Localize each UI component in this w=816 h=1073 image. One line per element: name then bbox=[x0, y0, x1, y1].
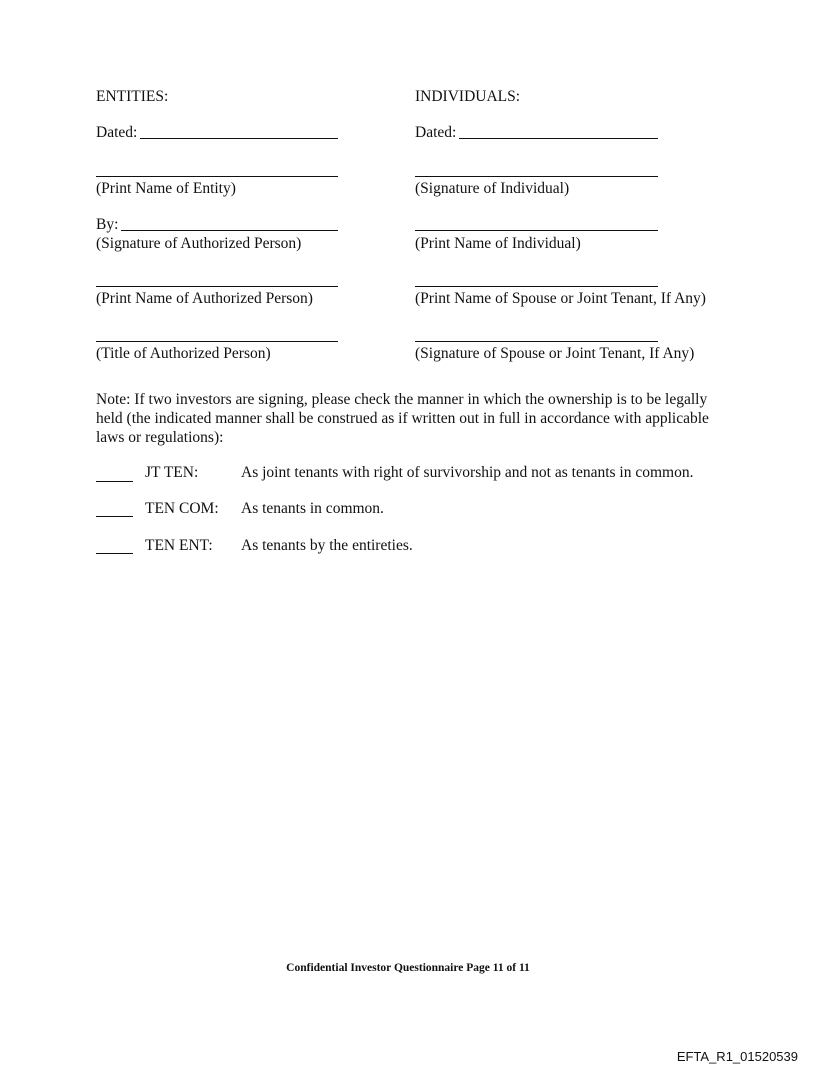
entities-dated-label: Dated: bbox=[96, 124, 138, 141]
document-id-stamp: EFTA_R1_01520539 bbox=[676, 1049, 798, 1064]
jt-ten-check-blank[interactable] bbox=[96, 481, 133, 482]
ownership-note: Note: If two investors are signing, please check the manner in which the ownership is to be legally held (the indicated manner shall be construed as if written out in full in accordance with applicable laws or regulations): bbox=[96, 391, 709, 446]
entity-name-line[interactable] bbox=[96, 176, 338, 177]
entities-dated-line[interactable] bbox=[140, 138, 338, 139]
ten-ent-check-blank[interactable] bbox=[96, 553, 133, 554]
authorized-signature-line[interactable] bbox=[121, 230, 338, 231]
individual-signature-line[interactable] bbox=[415, 176, 658, 177]
ten-ent-description: As tenants by the entireties. bbox=[241, 537, 413, 554]
print-name-entity-label: (Print Name of Entity) bbox=[96, 180, 236, 197]
individuals-heading: INDIVIDUALS: bbox=[415, 88, 521, 105]
title-authorized-label: (Title of Authorized Person) bbox=[96, 345, 271, 362]
signature-individual-label: (Signature of Individual) bbox=[415, 180, 570, 197]
jt-ten-description: As joint tenants with right of survivorship and not as tenants in common. bbox=[241, 464, 694, 481]
individual-name-line[interactable] bbox=[415, 230, 658, 231]
spouse-signature-line[interactable] bbox=[415, 341, 658, 342]
ten-ent-code: TEN ENT: bbox=[145, 537, 213, 554]
individuals-dated-label: Dated: bbox=[415, 124, 457, 141]
page-footer: Confidential Investor Questionnaire Page 11 of 11 bbox=[286, 962, 530, 974]
ten-com-code: TEN COM: bbox=[145, 500, 219, 517]
authorized-title-line[interactable] bbox=[96, 341, 338, 342]
print-name-spouse-label: (Print Name of Spouse or Joint Tenant, If Any) bbox=[415, 290, 706, 307]
signature-spouse-label: (Signature of Spouse or Joint Tenant, If Any) bbox=[415, 345, 695, 362]
ten-com-check-blank[interactable] bbox=[96, 516, 133, 517]
spouse-name-line[interactable] bbox=[415, 286, 658, 287]
authorized-name-line[interactable] bbox=[96, 286, 338, 287]
jt-ten-code: JT TEN: bbox=[145, 464, 199, 481]
by-label: By: bbox=[96, 216, 119, 233]
ten-com-description: As tenants in common. bbox=[241, 500, 384, 517]
print-name-individual-label: (Print Name of Individual) bbox=[415, 235, 581, 252]
print-name-authorized-label: (Print Name of Authorized Person) bbox=[96, 290, 313, 307]
individuals-dated-line[interactable] bbox=[459, 138, 658, 139]
entities-heading: ENTITIES: bbox=[96, 88, 169, 105]
signature-authorized-label: (Signature of Authorized Person) bbox=[96, 235, 302, 252]
